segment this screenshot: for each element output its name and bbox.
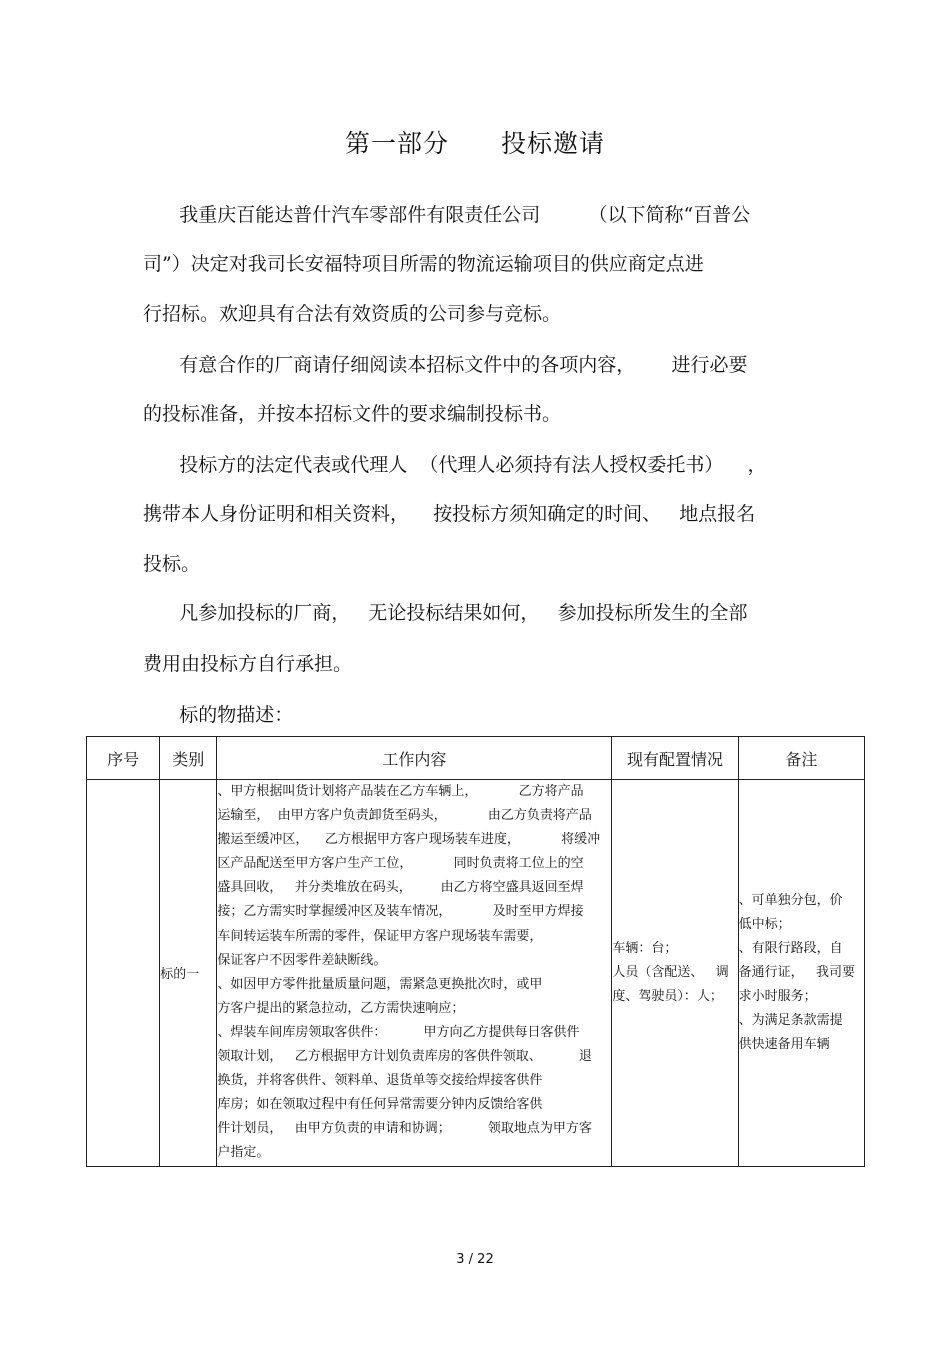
- note-line: 、有限行路段，自: [738, 940, 843, 956]
- cell-work: [217, 780, 612, 1167]
- note-line: 求小时服务；: [738, 988, 817, 1004]
- work-line: 接；乙方需实时掌握缓冲区及装车情况， 及时至甲方焊接: [217, 904, 584, 920]
- work-line: 、焊装车间库房领取客供件： 甲方向乙方提供每日客供件: [217, 1024, 580, 1040]
- work-line: 户指定。: [217, 1145, 270, 1161]
- work-line: 区产品配送至甲方客户生产工位， 同时负责将工位上的空: [217, 856, 584, 872]
- bid-table: [86, 736, 865, 1167]
- work-line: 库房；如在领取过程中有任何异常需要分钟内反馈给客供: [217, 1097, 543, 1113]
- work-line: 车间转运装车所需的零件，保证甲方客户现场装车需要，: [217, 928, 543, 944]
- config-line: 车辆：台；: [612, 940, 678, 956]
- paragraph-line: 投标。: [143, 553, 201, 575]
- config-line: 度、驾驶员）：人；: [612, 988, 723, 1004]
- work-line: 方客户提出的紧急拉动，乙方需快速响应；: [217, 1000, 465, 1016]
- table-header-row: [87, 737, 865, 780]
- paragraph-line: 标的物描述：: [143, 704, 294, 726]
- note-line: 、为满足条款需提: [738, 1012, 843, 1028]
- work-line: 运输至， 由甲方客户负责卸货至码头， 由乙方负责将产品: [217, 808, 592, 824]
- paragraph-line: 凡参加投标的厂商， 无论投标结果如何， 参加投标所发生的全部: [143, 602, 748, 624]
- work-line: 、如因甲方零件批量质量问题，需紧急更换批次时，或甲: [217, 976, 543, 992]
- header-seq: 序号: [87, 737, 160, 780]
- work-line: 搬运至缓冲区， 乙方根据甲方客户现场装车进度， 将缓冲: [217, 832, 601, 848]
- section-name: 投标邀请: [501, 129, 606, 158]
- section-part: 第一部分: [344, 129, 449, 158]
- header-note: 备注: [738, 737, 864, 780]
- table-row: [87, 780, 865, 1167]
- work-line: 保证客户不因零件差缺断线。: [217, 952, 387, 968]
- work-line: 换货，并将客供件、领料单、退货单等交接给焊接客供件: [217, 1073, 543, 1089]
- paragraph-line: 的投标准备，并按本招标文件的要求编制投标书。: [143, 403, 562, 425]
- header-config: 现有配置情况: [612, 737, 738, 780]
- paragraph-line: 行招标。欢迎具有合法有效资质的公司参与竞标。: [143, 303, 562, 325]
- note-line: 低中标；: [738, 916, 791, 932]
- work-line: 件计划员， 由甲方负责的申请和协调； 领取地点为甲方客: [217, 1121, 592, 1137]
- cell-note: [738, 780, 864, 1167]
- cell-config: [612, 780, 738, 1167]
- paragraph-line: 携带本人身份证明和相关资料， 按投标方须知确定的时间、 地点报名: [143, 503, 756, 525]
- paragraph-line: 有意合作的厂商请仔细阅读本招标文件中的各项内容， 进行必要: [143, 354, 748, 376]
- work-line: 领取计划， 乙方根据甲方计划负责库房的客供件领取、 退: [217, 1049, 592, 1065]
- paragraph-line: 我重庆百能达普什汽车零部件有限责任公司 （以下简称“百普公: [143, 204, 751, 226]
- section-title: [0, 124, 950, 160]
- note-line: 备通行证， 我司要: [738, 964, 856, 980]
- note-line: 、可单独分包，价: [738, 892, 843, 908]
- work-line: 盛具回收， 并分类堆放在码头， 由乙方将空盛具返回至焊: [217, 880, 584, 896]
- paragraph-line: 费用由投标方自行承担。: [143, 653, 353, 675]
- config-line: 人员（含配送、 调: [612, 964, 729, 980]
- paragraph-line: 司”）决定对我司长安福特项目所需的物流运输项目的供应商定点进: [143, 253, 704, 275]
- page-number: 3 / 22: [456, 1252, 494, 1267]
- cell-seq: [87, 780, 160, 1167]
- cell-category: 标的一: [160, 780, 217, 1167]
- header-work: 工作内容: [217, 737, 612, 780]
- header-category: 类别: [160, 737, 217, 780]
- note-line: 供快速备用车辆: [738, 1036, 830, 1052]
- paragraph-line: 投标方的法定代表或代理人 （代理人必须持有法人授权委托书） ，: [143, 454, 767, 476]
- work-line: 、甲方根据叫货计划将产品装在乙方车辆上， 乙方将产品: [217, 784, 584, 799]
